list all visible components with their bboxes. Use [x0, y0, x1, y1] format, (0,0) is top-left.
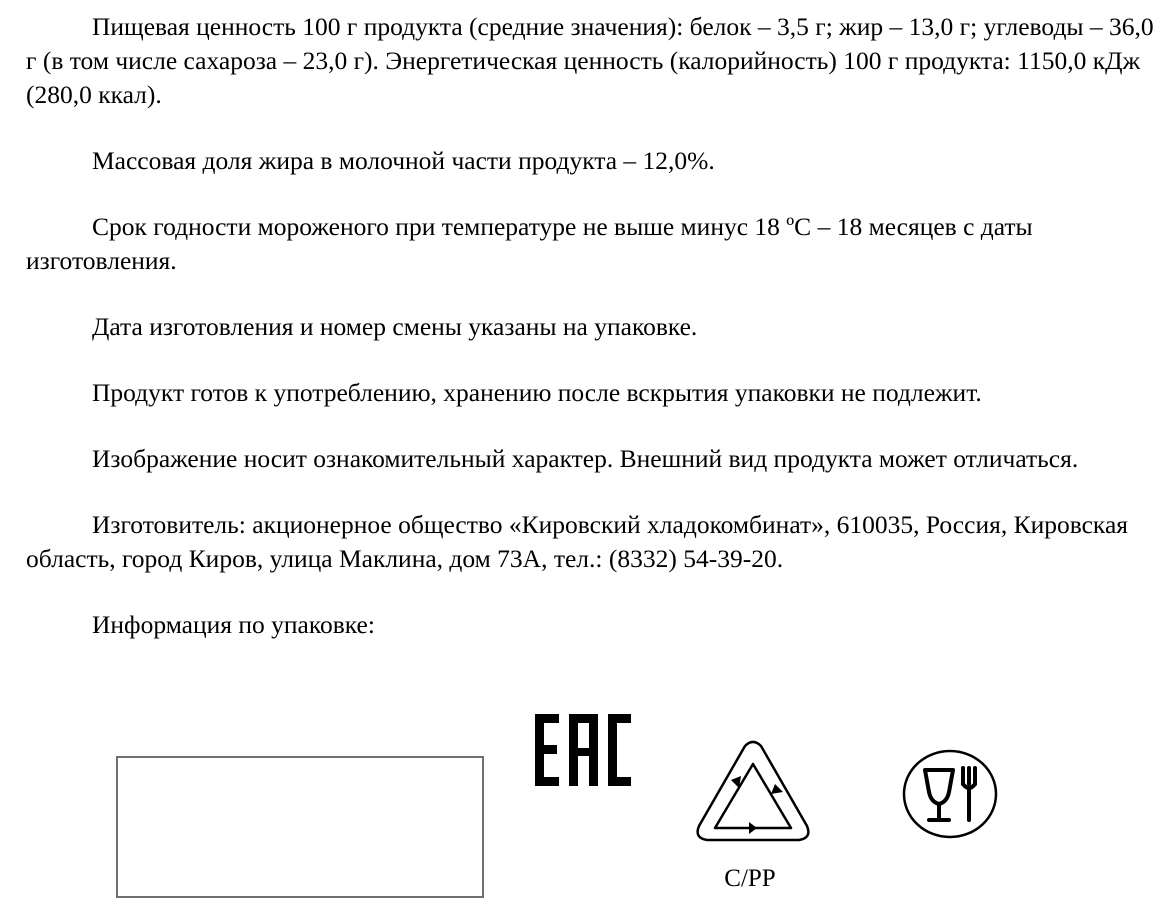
recycling-code-label: C/PP — [724, 865, 776, 892]
eac-icon — [533, 712, 633, 788]
nutrition-paragraph: Пищевая ценность 100 г продукта (средние значения): белок – 3,5 г; жир – 13,0 г; углеводы – 36,0 г (в том числе сахароза – 23,0 г). Энергетическая ценность (калорийность) 100 г продукта: 1150,0 кДж (280,0 ккал). — [26, 12, 1154, 109]
milk-fat-paragraph: Массовая доля жира в молочной части продукта – 12,0%. — [92, 146, 715, 175]
food-contact-icon — [901, 748, 999, 840]
production-date-paragraph: Дата изготовления и номер смены указаны на упаковке. — [92, 312, 698, 341]
shelf-life-paragraph: Срок годности мороженого при температуре не выше минус 18 ºС – 18 месяцев с даты изготовления. — [26, 212, 1033, 275]
packaging-info-heading: Информация по упаковке: — [92, 610, 375, 639]
document-body — [26, 10, 1158, 674]
manufacturer-paragraph: Изготовитель: акционерное общество «Кировский хладокомбинат», 610035, Россия, Кировская область, город Киров, улица Маклина, дом 73А, тел.: (8332) 54-39-20. — [26, 510, 1128, 573]
image-disclaimer-paragraph: Изображение носит ознакомительный характер. Внешний вид продукта может отличаться. — [92, 444, 1079, 473]
ready-to-eat-paragraph: Продукт готов к употреблению, хранению после вскрытия упаковки не подлежит. — [92, 378, 982, 407]
recycling-icon — [693, 740, 813, 850]
label-placeholder-box — [116, 756, 484, 898]
